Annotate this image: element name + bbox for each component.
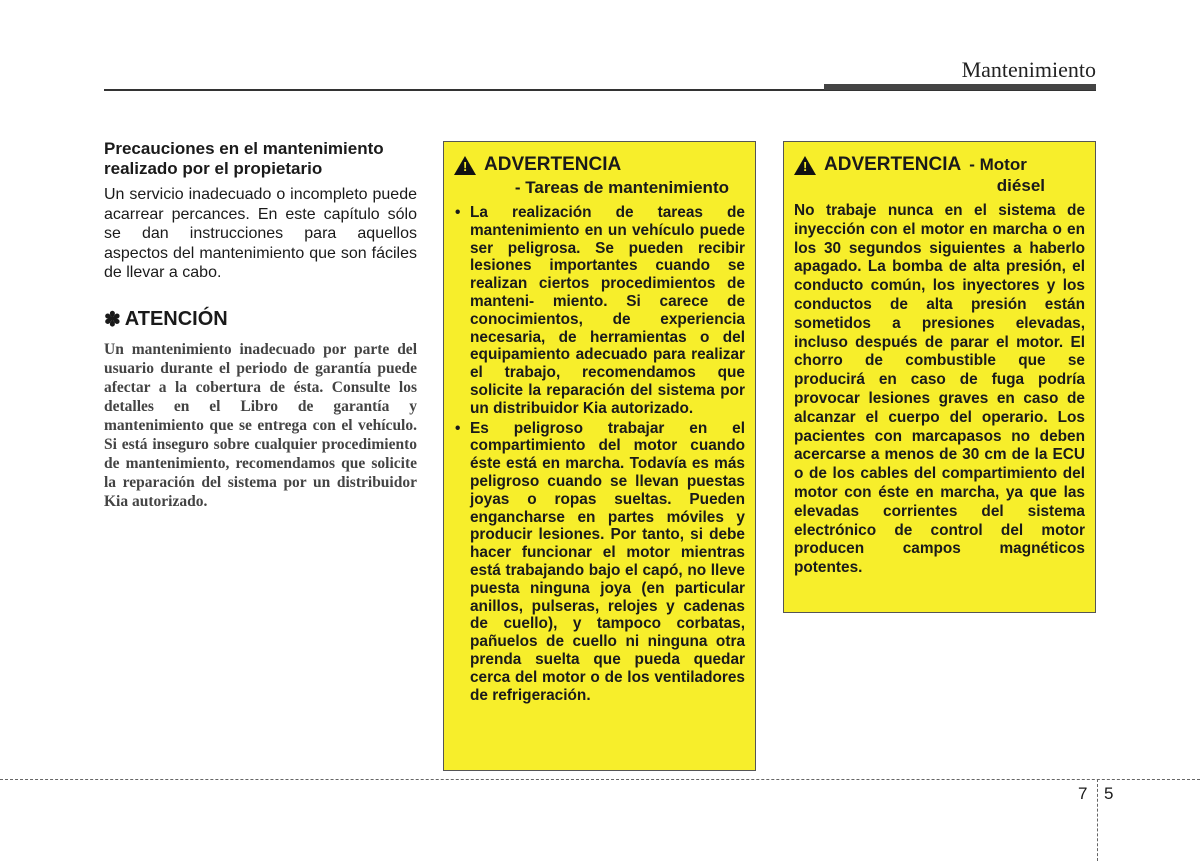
warning-list <box>454 204 745 704</box>
warning-title-label: ADVERTENCIA <box>484 154 622 175</box>
warning-title <box>794 154 1085 176</box>
left-column <box>104 139 417 511</box>
warning-item: • Es peligroso trabajar en el compartimiento del motor cuando éste está en marcha. Todavía es más peligroso cuando se llevan puestas joyas o ropas sueltas. Pueden engancharse en partes móviles y producir lesiones. Por tanto, si debe hacer funcionar el motor mientras está trabajando bajo el capó, no lleve puesta ninguna joya (en particular anillos, pulseras, relojes y cadenas de cuello), y tampoco corbatas, pañuelos de cuello ni ninguna otra prenda suelta que pueda quedar cerca del motor o de los ventiladores de refrigeración. <box>454 420 745 705</box>
asterisk-icon: ✽ <box>104 308 121 331</box>
note-heading <box>104 307 417 332</box>
note-heading-label: ATENCIÓN <box>124 307 228 330</box>
header-rule-accent <box>824 84 1096 90</box>
warning-title-label: ADVERTENCIA <box>824 154 962 175</box>
warning-triangle-icon: ! <box>794 156 816 175</box>
warning-subtitle: - Tareas de mantenimiento <box>514 178 729 197</box>
footer-rule <box>0 779 1200 780</box>
warning-triangle-icon: ! <box>454 156 476 175</box>
running-header: Mantenimiento <box>961 57 1096 82</box>
warning-item: • La realización de tareas de mantenimiento en un vehículo puede ser peligrosa. Se pueden recibir lesiones importantes cuando se realizan ciertos procedimientos de manteni- miento. Si carece de conocimientos, de experiencia necesaria, de herramientas o del equipamiento adecuado para realizar el trabajo, recomendamos que solicite la reparación del sistema por un distribuidor Kia autorizado. <box>454 204 745 418</box>
chapter-number: 7 <box>1078 784 1088 803</box>
warning-title <box>454 154 745 176</box>
warning-subtitle: diésel <box>996 176 1045 195</box>
footer-divider <box>1097 779 1098 861</box>
warning-title-suffix: - Motor <box>969 155 1027 174</box>
section-body: Un servicio inadecuado o incompleto puede acarrear percances. En este capítulo sólo se dan instrucciones para aquellos aspectos del mantenimiento que son fáciles de llevar a cabo. <box>104 186 417 281</box>
warning-box-diesel <box>783 141 1096 613</box>
note-text: Un mantenimiento inadecuado por parte del usuario durante el periodo de garantía puede afectar a la cobertura de ésta. Consulte los detalles en el Libro de garantía y mantenimiento que se entrega con el vehículo. Si está inseguro sobre cualquier procedimiento de mantenimiento, recomendamos que solicite la reparación del sistema por un distribuidor Kia autorizado. <box>104 340 417 510</box>
page-number: 5 <box>1104 784 1114 803</box>
warning-box-maintenance <box>443 141 756 771</box>
warning-text: No trabaje nunca en el sistema de inyección con el motor en marcha o en los 30 segundos siguientes a haberlo apagado. La bomba de alta presión, el conducto común, los inyectores y los conductos de alta presión están sometidos a presiones elevadas, incluso después de parar el motor. El chorro de combustible que se producirá en caso de fuga podría provocar lesiones graves en caso de alcanzar el cuerpo del operario. Los pacientes con marcapasos no deben acercarse a menos de 30 cm de la ECU o de los cables del compartimiento del motor con éste en marcha, ya que las elevadas corrientes del sistema electrónico de control del motor producen campos magnéticos potentes. <box>794 202 1085 577</box>
section-heading: Precauciones en el mantenimiento realizado por el propietario <box>104 139 384 178</box>
